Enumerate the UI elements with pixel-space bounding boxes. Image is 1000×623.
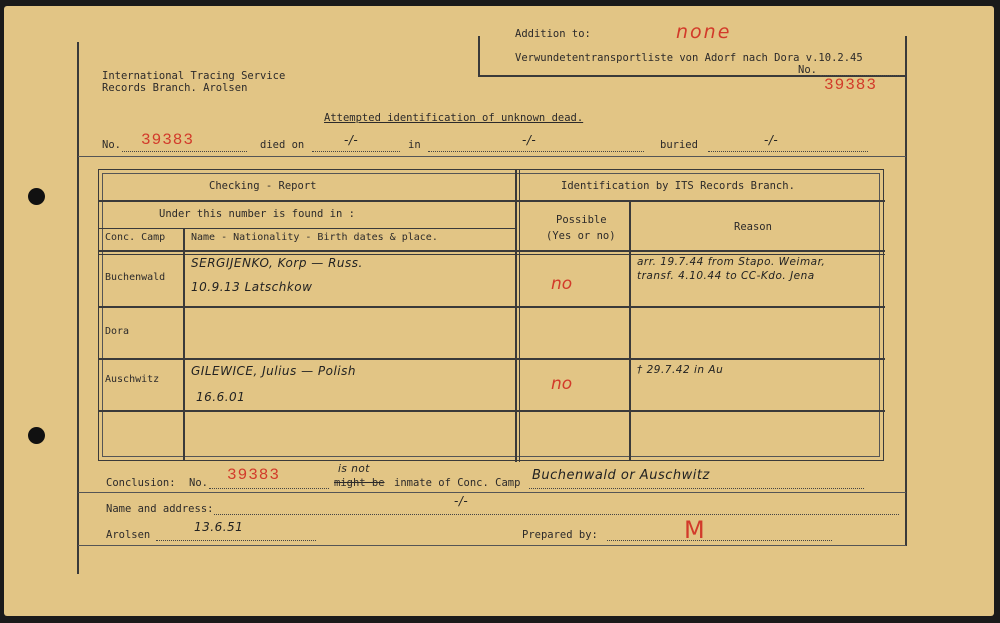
arolsen-label: Arolsen <box>106 529 151 541</box>
frame-right-line <box>905 36 907 546</box>
conclusion-separator <box>78 492 906 493</box>
prepared-value: M <box>684 516 705 544</box>
conclusion-no-label: No. <box>189 477 208 489</box>
conclusion-label: Conclusion: <box>106 477 176 489</box>
row-reason-line1: arr. 19.7.44 from Stapo. Weimar, <box>637 256 826 268</box>
row-possible: no <box>551 374 573 394</box>
prepared-dots <box>607 540 832 541</box>
punch-hole-bottom <box>28 427 45 444</box>
conclusion-might-be: might be <box>334 477 385 489</box>
conclusion-inmate-text: inmate of Conc. Camp <box>394 477 521 489</box>
col-possible-header-2: (Yes or no) <box>546 230 616 242</box>
buried-value: -/- <box>764 133 779 147</box>
conclusion-no-value: 39383 <box>227 466 281 484</box>
frame-left-line <box>77 42 79 574</box>
buried-label: buried <box>660 139 698 151</box>
row-possible: no <box>551 274 573 294</box>
col-possible-header-1: Possible <box>556 214 607 226</box>
name-address-dots <box>214 514 899 515</box>
row-camp: Dora <box>105 326 130 337</box>
footer-separator <box>78 545 906 546</box>
buried-dots <box>708 151 868 152</box>
in-label: in <box>408 139 421 151</box>
row-reason-line1: † 29.7.42 in Au <box>637 364 724 376</box>
org-line-1: International Tracing Service <box>102 70 286 82</box>
header-no-label: No. <box>798 64 817 76</box>
conclusion-camp-dots <box>529 488 864 489</box>
col-name-header: Name - Nationality - Birth dates & place. <box>191 232 438 243</box>
died-value: -/- <box>344 133 359 147</box>
addition-value: none <box>676 21 732 43</box>
died-dots <box>312 151 400 152</box>
col-reason-header: Reason <box>734 221 772 233</box>
row-name-line1: SERGIJENKO, Korp — Russ. <box>191 256 363 270</box>
identification-header: Identification by ITS Records Branch. <box>561 180 795 192</box>
prepared-label: Prepared by: <box>522 529 598 541</box>
row-camp: Auschwitz <box>105 374 160 385</box>
row-camp: Buchenwald <box>105 272 166 283</box>
checking-report-header: Checking - Report <box>209 180 317 192</box>
record-no-dots <box>122 151 247 152</box>
addition-label: Addition to: <box>515 28 591 40</box>
header-box-left <box>478 36 480 76</box>
name-address-value: -/- <box>454 494 469 508</box>
name-address-label: Name and address: <box>106 503 214 515</box>
row-name-line2: 16.6.01 <box>196 390 246 404</box>
punch-hole-top <box>28 188 45 205</box>
in-value: -/- <box>522 133 537 147</box>
header-no-value: 39383 <box>824 76 878 94</box>
row-name-line1: GILEWICE, Julius — Polish <box>191 364 357 378</box>
record-no-value: 39383 <box>141 131 195 149</box>
org-line-2: Records Branch. Arolsen <box>102 82 248 94</box>
died-label: died on <box>260 139 305 151</box>
in-dots <box>428 151 644 152</box>
record-separator <box>78 156 906 157</box>
identification-table <box>98 169 884 461</box>
transport-list-text: Verwundetentransportliste von Adorf nach Dora v.10.2.45 <box>515 52 863 64</box>
conclusion-no-dots <box>209 488 329 489</box>
conclusion-camp-value: Buchenwald or Auschwitz <box>532 468 710 483</box>
document-card <box>4 6 994 616</box>
date-value: 13.6.51 <box>194 520 244 534</box>
form-title: Attempted identification of unknown dead. <box>324 112 584 124</box>
conclusion-is-not: is not <box>338 463 370 475</box>
found-in-header: Under this number is found in : <box>159 208 355 220</box>
row-reason-line2: transf. 4.10.44 to CC-Kdo. Jena <box>637 270 815 282</box>
record-no-label: No. <box>102 139 121 151</box>
arolsen-dots <box>156 540 316 541</box>
col-camp-header: Conc. Camp <box>105 232 166 243</box>
row-name-line2: 10.9.13 Latschkow <box>191 280 313 294</box>
